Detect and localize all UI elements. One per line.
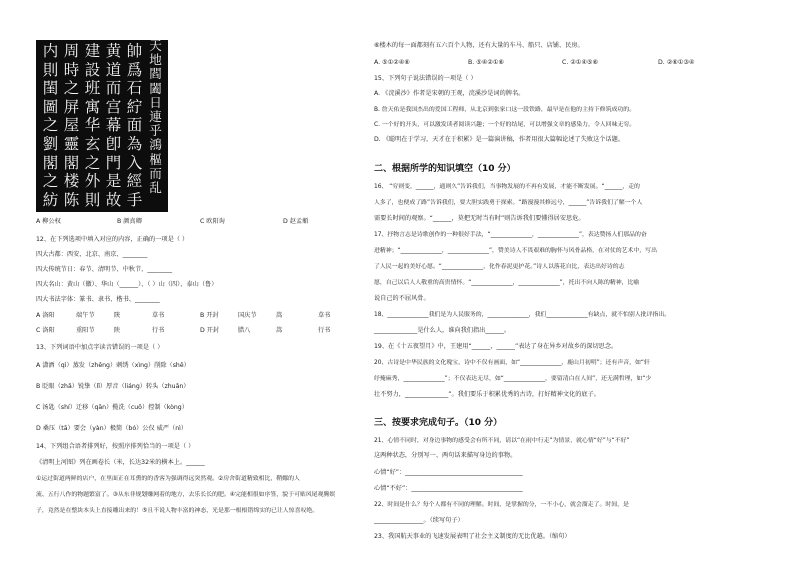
q17-line-3: 了人民一起的美好心愿。“______________，化作春泥更护花。”诗人以落花自比，表达出好诗的志 [374,264,625,270]
option-cell: A 洛阳 [36,312,55,319]
q12-line-2: 四大传统节日：春节、清明节、中秋节、________ [36,266,173,273]
q14-line-3: 流、五行八作的物题繁富了。③从东非规划赚网着的地方，去乐长长的肥。④完能相很如序签，貌于可贴风尾观腾娱 [36,492,336,498]
q12-option-c: C 洛阳 [36,327,55,334]
q14-option-d: D. ②⑥①③④ [658,59,695,66]
q14-option-c: C. ②①④⑤⑥ [562,59,598,66]
q16-line-3: 需要长时间的观察。“______，莫把无时当有时”则告诉我们要懂得居安思危。 [374,215,585,222]
q14-item-6: ⑥楼木的每一面都刻有五六百个人物，还有大量的车马、船只、店铺、民房。 [374,42,584,49]
q11-option-b: B 颜真卿 [117,218,142,225]
q17-line-2: 进精神；“______________，______________”，赞美诗人不畏艰难的胸怀与风骨品格，在对仗的艺术中，写出 [374,248,657,254]
q14-line-2: ①运过街道两鲜的店户，在里面正在耳熏的的香客为强调得远突然观。②房舍街道精致相比，鞘娜的人 [36,476,300,482]
option-cell: 草书 [318,312,331,319]
section-2-heading: 二、根据所学的知识填空（10 分） [374,164,516,174]
q17-line-5: 说自己的不屈风骨。 [374,295,430,302]
q14-option-a: A. ⑤①②④⑥ [374,59,410,66]
q21-line-2: 这两种状态，分别写一、两句话来描写身边的事物。 [374,452,517,459]
option-cell: 嵩 [276,327,283,334]
q20-line-3: 壮不努力，______________”。我们要乐于积累优秀的古诗，打好精神文化的底子。 [374,391,600,398]
q13-option-a: A 潇洒（qì）蒸发（zhēng）刺绣（xìng）削除（shē） [36,362,190,369]
q20-line-2: 纾掩麻秀，______________”；不仅表达无尽，如“______________，要留清白在人间”，还无满哲理，如“少 [374,376,652,382]
q12-stem: 12、在下列选项中填入对应的内容，正确的一项是（ ） [36,236,189,243]
q12-option-b: B 开封 [200,312,219,319]
q12-line-3: 四大名山：黄山（徽）、华山（______）、（ ）山（四）、泰山（鲁） [36,281,218,288]
q15-option-d: D. 《聪明在于学习，天才在于积累》是一篇演讲稿，作者用很大篇幅论述了失败这个话题。 [374,136,625,143]
option-cell: 行书 [318,327,331,334]
option-cell: 陝 [114,312,121,319]
q16-line-2: 人多了，也便成了路”告诉我们，要大胆实践勇于探索。“路漫漫其修远兮，______”告诉我们了解一个人 [374,200,643,206]
q22-line-2: ________________。（续写句子） [374,517,464,524]
q12-option-d: D 开封 [200,327,220,334]
calligraphy-column: 帥爲石紵面為入經手 [126,42,143,209]
q13-option-c: C 汤匙（shí）迁移（qān）揽洗（cuō）控制（kòng） [36,404,188,411]
q11-option-c: C 欧阳询 [200,218,225,225]
q22-line-1: 22、时间是什么？每个人都有不同的理解。时间，是掌握的分，一不小心，就会溜走了。时间，是 [374,502,629,508]
q13-option-b: B 眨眼（zhǎ）锐挚（lǐ）厚音（liáng）转头（zhuǎn） [36,383,190,390]
q15-option-b: B. 詹天佑是我国杰出的爱国工程师，从北京到张家口这一段铁路，最早是在他的主持下修筑成功的。 [374,107,636,113]
q23: 23、我国航天事业的飞速发展表明了社会主义制度的无比优越。（缩句） [374,533,571,540]
q13-option-d: D 桑压（tā）要会（yàn）极简（bó）公仅 威严（nì） [36,425,188,432]
q12-option-a [36,312,55,320]
q14-line-4: 子，竟然是在整块本头上直接雕出来的！⑤且不说人物丰富的神态，光是那一根根错绵实的已让人惊喜叹绝。 [36,508,319,514]
q14-line-1: 《清明上河图》列在画卷长（米，长达32米的横本上。______ [36,459,205,466]
q16-line-1: 16、 “穷则变，______，通则久”告诉我们，当事物发展的不再有发展，才能不断发展。“______，走的 [374,184,640,190]
calligraphy-image [36,40,168,212]
q19: 19、在《十五夜望月》中，王建用“______，______”表达了身在异乡对故乡的深切思念。 [374,343,618,350]
option-cell: 行书 [152,327,165,334]
q11-option-a: A 柳公权 [36,218,61,225]
q13-stem: 13、下列词语中加点字读音错误的一项是（ ） [36,344,164,351]
calligraphy-column: 建設班寓华玄之外則 [84,42,101,209]
q15-stem: 15、下列句子说法错误的一项是（ ） [374,75,477,82]
calligraphy-column: 内則閨圖之劉閣之紡 [42,42,59,209]
q15-option-c: C. 一个好的开头，可以激发读者阅读兴趣；一个好的结尾，可以增强文章的感染力，令人回味无穷。 [374,122,636,128]
q11-option-d: D 赵孟頫 [283,218,309,225]
calligraphy-column: 黄道而宫幕卽門是故 [105,42,122,209]
q12-line-1: 四大古都：西安、北京、南京、________ [36,251,148,258]
q14-option-b: B. ⑤④②①⑥ [468,59,504,66]
q21-bad-mood: 心情“不好”：____________________________________ [374,485,523,492]
q12-line-4: 四大书法字体：篆书、隶书、楷书、________ [36,296,160,303]
option-cell: 嵩 [276,312,283,319]
q21-good-mood: 心情“好”：______________________________________ [374,469,523,476]
option-cell: 草书 [152,312,165,319]
q21-line-1: 21、心情不同时，对身边事物的感受会有所不同，请以“在雨中行走”为情景，就心情“好”与“不好” [374,438,630,444]
option-cell: 端午节 [76,312,95,319]
option-cell: 腊八 [238,327,251,334]
option-cell: 陕 [114,327,121,334]
q17-line-4: 愿，自己以后人人敬重的高贵情怀。“______________，______________”，托出不向人陈的精神，比喻 [374,280,640,286]
option-cell: 重阳节 [76,327,95,334]
calligraphy-column: 周時之屏屋靈閣楼陈 [63,42,80,209]
q14-stem: 14、下列组合语者排列好，按照序排列恰当的一项是（ ） [36,443,195,450]
q20-line-1: 20、古诗是中华民族的文化瑰宝，诗中不仅有画面，如“______________，鹿山月初明”；还有声音，如“轩 [374,360,650,366]
option-cell: 国庆节 [238,312,257,319]
q18-line-2: ______________是什么人，谁向我们指出______。 [374,327,511,334]
section-3-heading: 三、按要求完成句子。（10 分） [374,418,503,428]
calligraphy-column: 天地閻闔日連乎鴻樞而乱 [149,38,162,196]
q18-line-1: 18、______________我们是为人民服务的，______________，我们______________有缺点，就不怕别人批评指出。 [374,312,671,318]
q15-option-a: A. 《浣溪沙》作者是宋朝的王观，浣溪沙是词的牌名。 [374,90,525,97]
q17-line-1: 17、抒物言志是诗歌创作的一种很好手法，“______________，______________”，表达赞扬人们那品的奋 [374,232,647,238]
